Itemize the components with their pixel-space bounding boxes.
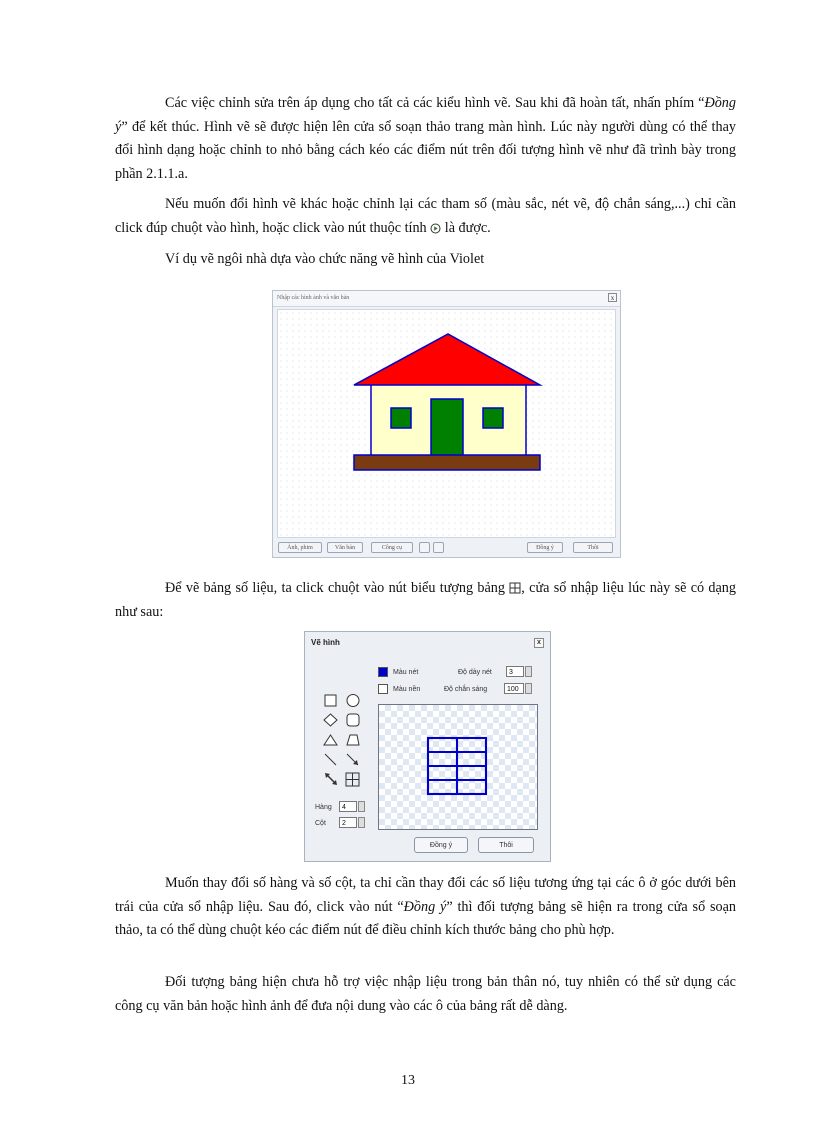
paragraph-3-text: Ví dụ vẽ ngôi nhà dựa vào chức năng vẽ hình của Violet xyxy=(165,251,485,267)
grid-icon[interactable] xyxy=(433,542,444,553)
stroke-width-stepper[interactable] xyxy=(525,666,532,677)
columns-stepper[interactable] xyxy=(358,817,365,828)
house-window-left xyxy=(391,408,411,428)
close-icon[interactable]: x xyxy=(608,293,617,302)
table-icon xyxy=(509,582,521,594)
draw-shape-dialog-title: Vẽ hình xyxy=(311,638,340,647)
stroke-width-input[interactable]: 3 xyxy=(506,666,524,677)
image-text-window-title: Nhập các hình ảnh và văn bản xyxy=(277,295,350,301)
house-window-right xyxy=(483,408,503,428)
paragraph-5-emphasis: Đồng ý xyxy=(403,898,447,915)
cancel-button[interactable]: Thôi xyxy=(573,542,613,553)
draw-shape-dialog xyxy=(304,631,551,862)
draw-shape-dialog-titlebar xyxy=(305,632,550,654)
ellipse-tool-icon[interactable] xyxy=(347,695,359,707)
rows-stepper[interactable] xyxy=(358,801,365,812)
tools-button[interactable]: Công cụ xyxy=(371,542,413,553)
trapezoid-tool-icon[interactable] xyxy=(347,735,359,745)
line-tool-icon[interactable] xyxy=(325,754,336,765)
image-text-window-footer xyxy=(273,539,620,557)
rectangle-tool-icon[interactable] xyxy=(325,695,336,706)
drawing-canvas[interactable] xyxy=(277,309,616,538)
close-icon[interactable]: x xyxy=(534,638,544,648)
stroke-width-label: Độ dày nét xyxy=(458,669,492,676)
table-preview-grid xyxy=(428,738,486,794)
opacity-label: Độ chắn sáng xyxy=(444,686,488,693)
columns-label: Cột xyxy=(315,820,326,827)
shape-toolbox xyxy=(321,692,363,792)
paragraph-4-text-a: Để vẽ bảng số liệu, ta click chuột vào nút biểu tượng bảng xyxy=(165,580,505,596)
paragraph-1-text-a: Các việc chỉnh sửa trên áp dụng cho tất cả các kiểu hình vẽ. Sau khi đã hoàn tất, nhấn phím “ xyxy=(165,95,705,111)
arrow-tool-icon[interactable] xyxy=(347,754,358,765)
house-drawing xyxy=(278,310,617,539)
triangle-tool-icon[interactable] xyxy=(324,735,337,745)
paragraph-4 xyxy=(115,577,736,624)
table-preview xyxy=(379,705,537,829)
double-arrow-tool-icon[interactable] xyxy=(325,773,337,785)
paragraph-4-text-b: , cửa sổ nhập liệu lúc này sẽ có dạng như sau: xyxy=(115,580,736,620)
fill-color-swatch[interactable] xyxy=(378,684,388,694)
rounded-rectangle-tool-icon[interactable] xyxy=(347,714,359,726)
paragraph-2-text-b: là được. xyxy=(444,219,491,236)
house-roof xyxy=(354,334,540,385)
paragraph-1-emphasis: Đồng ý xyxy=(115,95,736,135)
edit-icon[interactable] xyxy=(419,542,430,553)
paragraph-2-text-a: Nếu muốn đổi hình vẽ khác hoặc chỉnh lại các tham số (màu sắc, nét vẽ, độ chắn sáng,...) chỉ cần click đúp chuột vào hình, hoặc click vào nút thuộc tính xyxy=(115,196,736,236)
paragraph-3 xyxy=(115,248,736,272)
rows-input[interactable]: 4 xyxy=(339,801,357,812)
ok-button[interactable]: Đồng ý xyxy=(414,837,468,853)
paragraph-1-text-c: ” để kết thúc. Hình vẽ sẽ được hiện lên cửa sổ soạn thảo trang màn hình. Lúc này người dùng có thể thay đổi hình dạng hoặc chỉnh to nhỏ bằng cách kéo các điểm nút trên đối tượng hình vẽ như đã trình bày trong phần 2.1.1.a. xyxy=(115,118,736,182)
text-button[interactable]: Văn bản xyxy=(327,542,363,553)
rows-label: Hàng xyxy=(315,804,332,811)
paragraph-5-text-c: ” thì đối tượng bảng sẽ hiện ra trong cửa sổ soạn thảo, ta có thể dùng chuột kéo các điểm nút để điều chỉnh kích thước bảng cho phù hợp. xyxy=(115,898,737,938)
house-base xyxy=(354,455,540,470)
image-video-button[interactable]: Ảnh, phim xyxy=(278,542,322,553)
shape-preview-canvas[interactable] xyxy=(378,704,538,830)
house-door xyxy=(431,399,463,459)
table-tool-icon[interactable] xyxy=(346,773,359,786)
stroke-color-swatch[interactable] xyxy=(378,667,388,677)
columns-input[interactable]: 2 xyxy=(339,817,357,828)
paragraph-5 xyxy=(115,872,736,943)
ok-button[interactable]: Đồng ý xyxy=(527,542,563,553)
cancel-button[interactable]: Thôi xyxy=(478,837,534,853)
properties-button-icon xyxy=(430,223,441,234)
page-number: 13 xyxy=(401,1073,415,1088)
paragraph-6 xyxy=(115,971,736,1018)
image-text-window-titlebar xyxy=(273,291,620,307)
opacity-stepper[interactable] xyxy=(525,683,532,694)
paragraph-2 xyxy=(115,193,736,240)
stroke-color-label: Màu nét xyxy=(393,669,419,676)
fill-color-label: Màu nền xyxy=(393,686,421,693)
image-text-window xyxy=(272,290,621,558)
paragraph-1 xyxy=(115,92,736,186)
opacity-input[interactable]: 100 xyxy=(504,683,524,694)
diamond-tool-icon[interactable] xyxy=(324,714,337,726)
paragraph-6-text: Đối tượng bảng hiện chưa hỗ trợ việc nhập liệu trong bản thân nó, tuy nhiên có thể sử dụng các công cụ văn bản hoặc hình ảnh để đưa nội dung vào các ô của bảng rất dễ dàng. xyxy=(115,974,736,1014)
paragraph-5-text-a: Muốn thay đổi số hàng và số cột, ta chỉ cần thay đổi các số liệu tương ứng tại các ô ở góc dưới bên trái của cửa sổ nhập liệu. Sau đó, click vào nút “ xyxy=(115,875,736,915)
